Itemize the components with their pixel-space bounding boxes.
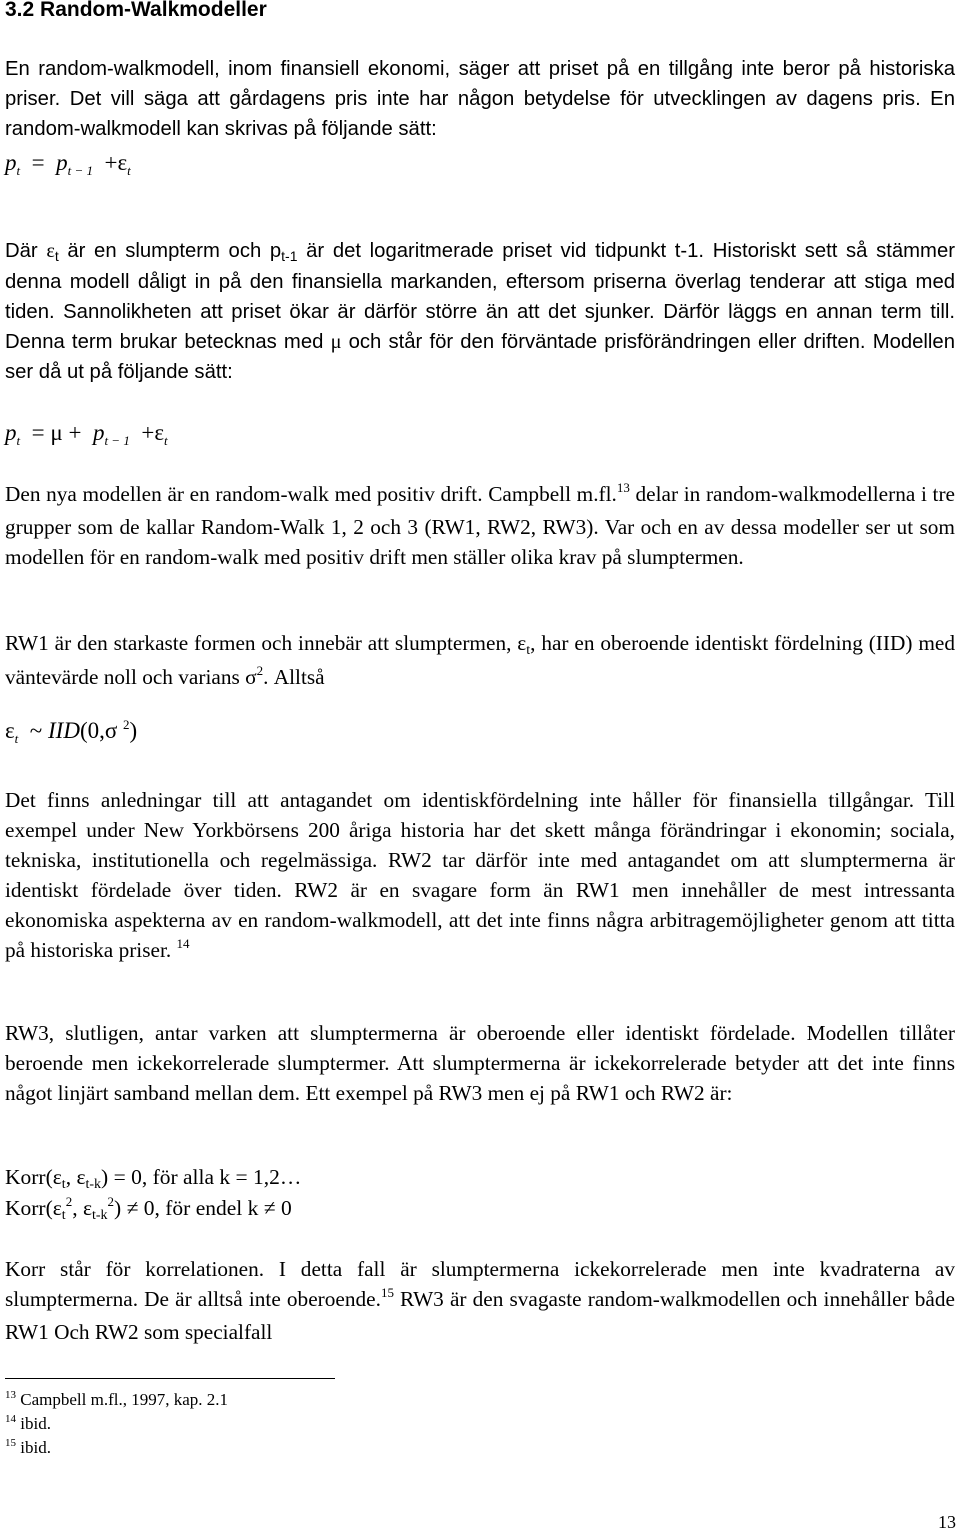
equation-iid: $\varepsilon_t$ ~ IID(0,σ $^2$) (5, 717, 138, 746)
equation-random-walk: $p_t = p_{t - 1} +\varepsilon_t$ (5, 150, 131, 178)
equation-korr-2: $Korr(\varepsilon t^2$, $\varepsilon t-k^2) \ne 0$, för endel k ≠ 0 (5, 1194, 292, 1223)
section-heading: 3.2 Random-Walkmodeller (5, 0, 267, 21)
paragraph-rw3: RW3, slutligen, antar varken att slumptermerna är oberoende eller identiskt fördelade. Modellen tillåter beroende men ickekorrelerade slumptermer. Att slumptermerna är ickekorrelerade betyder att det inte finns något linjärt samband mellan dem. Ett exempel på RW3 men ej på RW1 och RW2 är: (5, 1021, 955, 1105)
footnote-13: $^{13}$ Campbell m.fl., 1997, kap. 2.1 (5, 1389, 229, 1409)
paragraph-intro: En random-walkmodell, inom finansiell ekonomi, säger att priset på en tillgång inte beror på historiska priser. Det vill säga att gårdagens pris inte har någon betydelse för utvecklingen av dagens pris. En random-walkmodell kan skrivas på följande sätt: (5, 58, 955, 140)
paragraph-rw-groups: Den nya modellen är en random-walk med positiv drift. Campbell m.fl.$^{13}$ delar in random-walkmodellerna i tre grupper som de kallar Random-Walk 1, 2 och 3 (RW1, RW2, RW3). Var och en av dessa modeller ser ut som modellen för en random-walk med positiv drift men ställer olika krav på slumptermen. (5, 480, 955, 569)
paragraph-drift: Där εt är en slumpterm och pt-1 är det logaritmerade priset vid tidpunkt t-1. Historiskt sett så stämmer denna modell dåligt in på den finansiella markanden, eftersom priserna överlag tenderar att stiga med tiden. Sannolikheten att priset ökar är därför större än att det sjunker. Därför läggs en annan term till. Denna term brukar betecknas med μ och står för den förväntade prisförändringen eller driften. Modellen ser då ut på följande sätt: (5, 240, 955, 383)
paragraph-korr-explained: Korr står för korrelationen. I detta fall är slumptermerna ickekorrelerade men inte kvadraterna av slumptermerna. De är alltså inte oberoende.$^{15}$ RW3 är den svagaste random-walkmodellen och innehåller både RW1 Och RW2 som specialfall (5, 1257, 955, 1344)
footnote-15: $^{15}$ ibid. (5, 1437, 51, 1457)
footnote-14: $^{14}$ ibid. (5, 1413, 51, 1433)
paragraph-rw1: RW1 är den starkaste formen och innebär att slumptermen, εt, har en oberoende identiskt fördelning (IID) med väntevärde noll och varians $\sigma^2$. Alltså (5, 631, 955, 689)
paragraph-rw2: Det finns anledningar till att antagandet om identiskfördelning inte håller för finansiella tillgångar. Till exempel under New Yorkbörsens 200 åriga historia har det skett många förändringar i ekonomin; sociala, tekniska, institutionella och regelmässiga. RW2 tar därför inte med antagandet om att slumptermerna är identiskt fördelade över tiden. RW2 är en svagare form än RW1 men innehåller de mest intressanta ekonomiska aspekterna av en random-walkmodell, att det inte finns några arbitragemöjligheter genom att titta på historiska priser. $^{14}$ (5, 788, 955, 962)
page-number: 13 (938, 1512, 956, 1532)
footnote-divider (5, 1378, 335, 1379)
equation-korr-1: Korr(εt, εt-k) = 0, för alla k = 1,2… (5, 1165, 302, 1192)
equation-random-walk-drift: $p_t = \mu + p_{t - 1} +\varepsilon_t$ (5, 420, 168, 448)
